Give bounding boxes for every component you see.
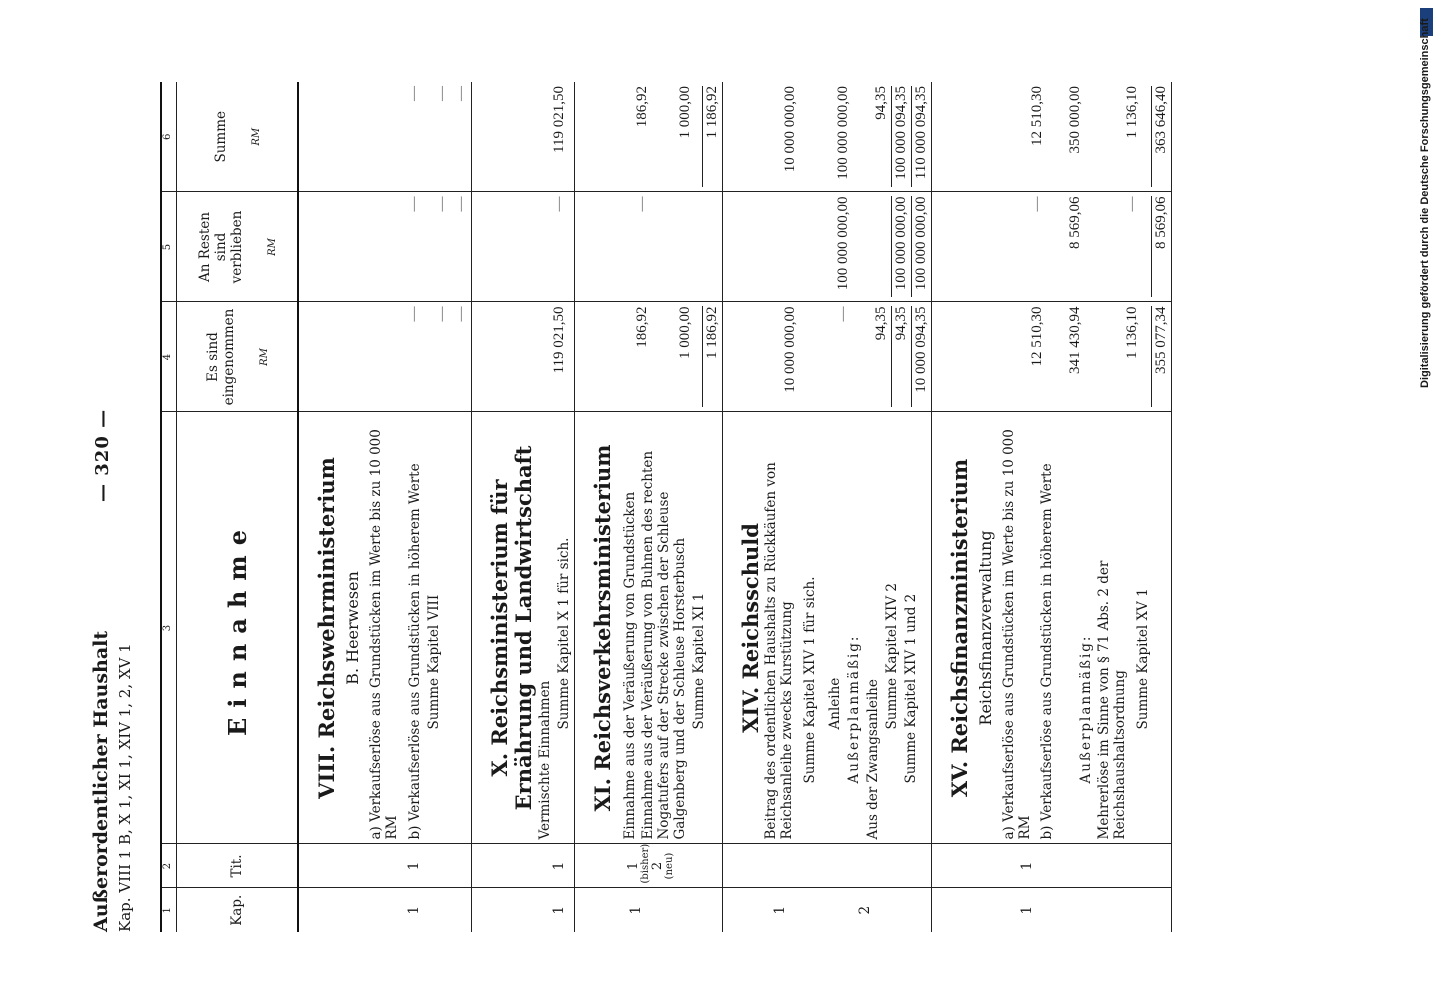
xiv-s2-c6: 100 000 094,35	[891, 86, 912, 188]
xi-row-2: Einnahme aus der Veräußerung von Buhnen des rechten Nogatufers auf der Strecke zwischen der Schleuse Galgenberg und der Schleuse Horsterbusch	[640, 450, 689, 840]
xi-r1-c4: 186,92	[634, 306, 651, 348]
xv-mehr: Mehrerlöse im Sinne von § 71 Abs. 2 der Reichshaushaltsordnung	[1096, 560, 1129, 840]
xv-row-a: a) Verkaufserlöse aus Grundstücken im Werte bis zu 10 000 RM	[1001, 429, 1034, 840]
x-row: Vermischte Einnahmen	[537, 680, 554, 840]
col-number-4: 4	[161, 302, 177, 412]
xv-m-c6: 1 136,10	[1124, 86, 1141, 139]
xi-tit-1-note: (bisher)	[640, 843, 652, 884]
xiv-sum-2: Summe Kapitel XIV 2	[884, 582, 901, 730]
col6-label: Summe	[212, 110, 229, 163]
page-title: Außerordentlicher Haushalt	[90, 630, 112, 932]
col-number-6: 6	[161, 82, 177, 192]
viii-sum-c6: —	[453, 86, 469, 101]
xi-r1-c5: —	[634, 196, 651, 212]
x-c4: 119 021,50	[551, 306, 567, 374]
xiv-r1-c4: 10 000 000,00	[782, 306, 799, 393]
col-number-2: 2	[161, 844, 177, 888]
x-title: X. Reichsministerium für Ernährung und Landwirtschaft	[487, 445, 537, 811]
page-number: — 320 —	[92, 408, 113, 502]
xi-tit-1: 1	[626, 861, 642, 871]
xv-b-c6: 350 000,00	[1067, 86, 1084, 154]
xv-title: XV. Reichsfinanzministerium	[947, 458, 973, 798]
header-kap: Kap.	[177, 888, 299, 932]
viii-b-c5: —	[434, 196, 450, 212]
col-number-3: 3	[161, 412, 177, 844]
page-header	[90, 82, 160, 932]
xiv-s12-c6: 110 000 094,35	[913, 86, 930, 180]
viii-row-b: b) Verkaufserlöse aus Grundstücken in höherem Werte	[407, 463, 424, 840]
einnahme-label: Einnahme	[222, 520, 252, 736]
xi-r1-c6: 186,92	[634, 86, 651, 128]
xiv-s2-c4: 94,35	[891, 307, 912, 408]
col6-unit: RM	[250, 127, 262, 146]
column-number-row	[161, 82, 177, 932]
col-number-5: 5	[161, 192, 177, 302]
xiv-zw-c4: 94,35	[873, 306, 890, 341]
viii-a-c6: —	[406, 86, 422, 101]
viii-kap: 1	[406, 905, 422, 915]
document-sheet	[90, 82, 1172, 932]
viii-a-c5: —	[406, 196, 422, 212]
xv-sum: Summe Kapitel XV 1	[1135, 588, 1152, 730]
col4-unit: RM	[258, 348, 270, 366]
viii-tit: 1	[406, 861, 422, 871]
xiv-kap-1: 1	[772, 905, 789, 915]
xiv-r1-c6: 10 000 000,00	[782, 86, 799, 173]
section-xiv	[723, 82, 932, 932]
header-tit: Tit.	[177, 844, 299, 888]
section-xi	[575, 82, 723, 932]
xiv-anl-c4: —	[835, 306, 852, 322]
funding-note	[1419, 8, 1434, 388]
x-kap: 1	[551, 905, 567, 915]
viii-row-a: a) Verkaufserlöse aus Grundstücken im Werte bis zu 10 000 RM	[368, 429, 401, 840]
viii-sum-c5: —	[453, 196, 469, 212]
xv-b-c4: 341 430,94	[1067, 306, 1084, 374]
column-header-row	[177, 82, 299, 932]
xi-tit-2-note: (neu)	[664, 852, 676, 880]
xv-m-c5: —	[1124, 196, 1141, 212]
xv-kap: 1	[1019, 905, 1036, 915]
xi-title: XI. Reichsverkehrsministerium	[590, 444, 616, 812]
col4-label: Es sind eingenommen	[204, 308, 237, 406]
xi-r2-c4: 1 000,00	[677, 306, 694, 359]
viii-a-c4: —	[406, 306, 422, 322]
xiv-s12-c4: 10 000 094,35	[913, 306, 930, 393]
xiv-kap-2: 2	[857, 905, 874, 915]
xiv-s2-c5: 100 000 000,00	[891, 197, 912, 298]
xv-a-c4: 12 510,30	[1029, 306, 1046, 367]
x-c5: —	[551, 196, 567, 212]
xv-sum-c5: 8 569,06	[1151, 197, 1171, 298]
xv-m-c4: 1 136,10	[1124, 306, 1141, 359]
xv-a-c5: —	[1029, 196, 1046, 212]
xv-b-c5: 8 569,06	[1067, 196, 1084, 249]
xv-sum-c4: 355 077,34	[1151, 307, 1171, 408]
xi-kap: 1	[628, 905, 645, 915]
xv-sum-c6: 363 646,40	[1151, 86, 1171, 188]
budget-table	[160, 82, 1172, 932]
xiv-title: XIV. Reichsschuld	[738, 523, 764, 733]
x-tit: 1	[551, 861, 567, 871]
xi-sum-c6: 1 186,92	[702, 86, 722, 188]
header-col5	[177, 192, 299, 302]
viii-title: VIII. Reichswehrministerium	[314, 457, 339, 799]
viii-subtitle: B. Heerwesen	[343, 571, 363, 685]
xiv-sum-1: Summe Kapitel XIV 1 für sich.	[802, 576, 819, 784]
header-einnahme	[177, 412, 299, 844]
funding-note-text: Digitalisierung gefördert durch die Deutsche Forschungsgemeinschaft	[1419, 18, 1431, 388]
header-col4	[177, 302, 299, 412]
col-number-1: 1	[161, 888, 177, 932]
col5-label: An Resten sind verblieben	[196, 210, 245, 284]
xiv-anl-c6: 100 000 000,00	[835, 86, 852, 180]
xv-a-c6: 12 510,30	[1029, 86, 1046, 146]
xv-tit: 1	[1019, 861, 1036, 871]
x-sum: Summe Kapitel X 1 für sich.	[556, 537, 573, 730]
chapter-list: Kap. VIII 1 B, X 1, XI 1, XIV 1, 2, XV 1	[116, 643, 134, 932]
viii-b-c4: —	[434, 306, 450, 322]
xv-row-b: b) Verkaufserlöse aus Grundstücken in höherem Werte	[1039, 463, 1056, 840]
xi-r2-c6: 1 000,00	[677, 86, 694, 139]
xi-sum-c4: 1 186,92	[702, 307, 722, 408]
x-c6: 119 021,50	[551, 86, 567, 153]
xiv-anleihe: Anleihe	[827, 677, 844, 730]
section-viii	[298, 82, 472, 932]
xi-row-1: Einnahme aus der Veräußerung von Grundstücken	[622, 491, 639, 840]
xiv-zwang: Aus der Zwangsanleihe	[865, 679, 882, 840]
xi-sum: Summe Kapitel XI 1	[691, 592, 708, 730]
xiv-ausserplan: Außerplanmäßig:	[846, 634, 863, 784]
xiv-s12-c5: 100 000 000,00	[913, 196, 930, 291]
header-col6	[177, 82, 299, 192]
section-x	[472, 82, 575, 932]
viii-sum-c4: —	[453, 306, 469, 322]
xi-tit-2: 2	[650, 861, 666, 871]
xiv-anl-c5: 100 000 000,00	[835, 196, 852, 291]
xv-subtitle: Reichsfinanzverwaltung	[976, 530, 996, 726]
xiv-row-1: Beitrag des ordentlichen Haushalts zu Rückkäufen von Reichsanleihe zwecks Kurstützung	[763, 462, 796, 840]
viii-sum: Summe Kapitel VIII	[426, 594, 443, 730]
section-xv	[932, 82, 1172, 932]
viii-b-c6: —	[434, 86, 450, 101]
xiv-sum-12: Summe Kapitel XIV 1 und 2	[903, 593, 920, 784]
xv-ausserplan: Außerplanmäßig:	[1078, 634, 1095, 784]
xiv-zw-c6: 94,35	[873, 86, 890, 120]
col5-unit: RM	[266, 238, 278, 256]
